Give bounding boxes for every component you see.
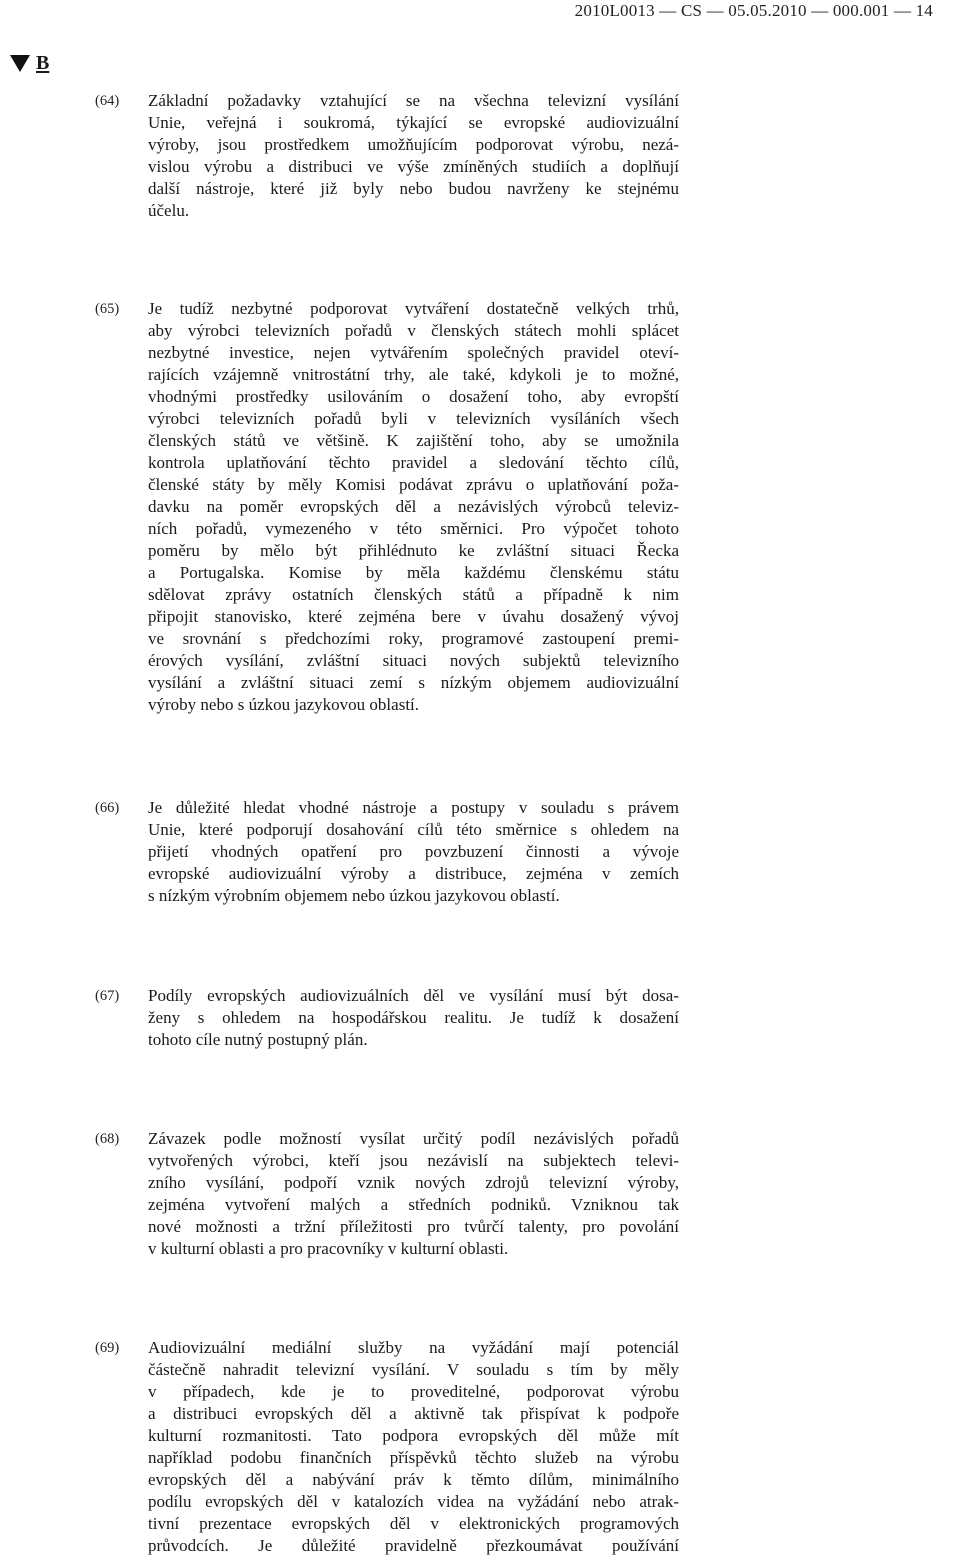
text-line: ženy s ohledem na hospodářskou realitu. Je tudíž k dosažení (148, 1008, 679, 1027)
text-line: Základní požadavky vztahující se na všechna televizní vysílání (148, 91, 679, 110)
recital-number: (66) (95, 800, 120, 816)
text-line: nezbytné investice, nejen vytvářením společných pravidel oteví- (148, 343, 679, 362)
text-line: a Portugalska. Komise by měla každému členskému státu (148, 563, 679, 582)
text-line: ve srovnání s předchozími roky, programové zastoupení premi- (148, 629, 679, 648)
recital-number: (68) (95, 1131, 120, 1147)
document-reference-header: 2010L0013 — CS — 05.05.2010 — 000.001 — 14 (574, 1, 933, 20)
text-line: vysílání a zvláštní situaci zemí s nízkým objemem audiovizuální (148, 673, 679, 692)
text-line: Unie, veřejná i soukromá, týkající se evropské audiovizuální (148, 113, 679, 132)
text-line: podílu evropských děl v katalozích videa na vyžádání nebo atrak- (148, 1492, 679, 1511)
recital-number: (69) (95, 1340, 120, 1356)
marker-letter: B (36, 52, 50, 74)
text-line: poměru by mělo být přihlédnuto ke zvláštní situaci Řecka (148, 541, 679, 560)
triangle-down-icon (10, 55, 30, 72)
recital-text (148, 1337, 679, 1557)
text-line: výroby nebo s úzkou jazykovou oblastí. (148, 695, 420, 714)
recital-number: (64) (95, 93, 120, 109)
text-line: Je důležité hledat vhodné nástroje a postupy v souladu s právem (148, 798, 679, 817)
text-line: davku na poměr evropských děl a nezávislých výrobců televiz- (148, 497, 679, 516)
text-line: Podíly evropských audiovizuálních děl ve vysílání musí být dosa- (148, 986, 679, 1005)
text-line: v kulturní oblasti a pro pracovníky v kulturní oblasti. (148, 1239, 509, 1258)
text-line: výroby, jsou prostředkem umožňujícím podporovat výrobu, nezá- (148, 135, 679, 154)
recital-number: (67) (95, 988, 120, 1004)
text-line: vhodnými prostředky usilováním o dosažení toho, aby evropští (148, 387, 679, 406)
text-line: přijetí vhodných opatření pro povzbuzení činnosti a vývoje (148, 842, 679, 861)
text-line: evropských děl a nabývání práv k těmto dílům, minimálního (148, 1470, 679, 1489)
recital-number: (65) (95, 301, 120, 317)
text-line: v případech, kde je to proveditelné, podporovat výrobu (148, 1382, 679, 1401)
text-line: nové možnosti a tržní příležitosti pro tvůrčí talenty, pro povolání (148, 1217, 679, 1236)
text-line: evropské audiovizuální výroby a distribuce, zejména v zemích (148, 864, 679, 883)
recital-66 (95, 797, 680, 907)
recital-text (148, 298, 679, 716)
recital-text (148, 985, 679, 1051)
text-line: rajících vzájemně vnitrostátní trhy, ale také, kdykoli je to možné, (148, 365, 679, 384)
text-line: členské státy by měly Komisi podávat zprávu o uplatňování poža- (148, 475, 679, 494)
recital-text (148, 90, 679, 222)
text-line: aby výrobci televizních pořadů v členských státech mohli splácet (148, 321, 679, 340)
recital-text (148, 1128, 679, 1260)
recital-68 (95, 1128, 680, 1260)
text-line: například podobu finančních příspěvků těchto služeb na výrobu (148, 1448, 679, 1467)
text-line: kontrola uplatňování těchto pravidel a sledování těchto cílů, (148, 453, 679, 472)
text-line: vislou výrobu a distribuci ve výše zmíněných studiích a doplňují (148, 157, 679, 176)
text-line: tohoto cíle nutný postupný plán. (148, 1030, 368, 1049)
text-line: další nástroje, které již byly nebo budou navrženy ke stejnému (148, 179, 679, 198)
text-line: tivní prezentace evropských děl v elektronických programových (148, 1514, 679, 1533)
recital-64 (95, 90, 680, 222)
text-line: průvodcích. Je důležité pravidelně přezkoumávat používání (148, 1536, 679, 1555)
recital-67 (95, 985, 680, 1051)
text-line: s nízkým výrobním objemem nebo úzkou jazykovou oblastí. (148, 886, 560, 905)
text-line: připojit stanovisko, které zejména bere v úvahu dosažený vývoj (148, 607, 679, 626)
text-line: Závazek podle možností vysílat určitý podíl nezávislých pořadů (148, 1129, 679, 1148)
recital-text (148, 797, 679, 907)
text-line: sdělovat zprávy ostatních členských států a případně k nim (148, 585, 679, 604)
text-line: a distribuci evropských děl a aktivně tak přispívat k podpoře (148, 1404, 679, 1423)
recital-65 (95, 298, 680, 716)
text-line: vytvořených výrobci, kteří jsou nezávislí na subjektech televi- (148, 1151, 679, 1170)
amendment-marker (10, 52, 49, 74)
recital-69 (95, 1337, 680, 1557)
text-line: zejména vytvoření malých a středních podniků. Vzniknou tak (148, 1195, 679, 1214)
text-line: ních pořadů, vymezeného v této směrnici. Pro výpočet tohoto (148, 519, 679, 538)
text-line: érových vysílání, zvláštní situaci nových subjektů televizního (148, 651, 679, 670)
text-line: kulturní rozmanitosti. Tato podpora evropských děl může mít (148, 1426, 679, 1445)
text-line: Audiovizuální mediální služby na vyžádání mají potenciál (148, 1338, 679, 1357)
text-line: členských států ve většině. K zajištění toho, aby se umožnila (148, 431, 679, 450)
text-line: zního vysílání, podpoří vznik nových zdrojů televizní výroby, (148, 1173, 679, 1192)
text-line: Unie, které podporují dosahování cílů této směrnice s ohledem na (148, 820, 679, 839)
text-line: Je tudíž nezbytné podporovat vytváření dostatečně velkých trhů, (148, 299, 679, 318)
text-line: výrobci televizních pořadů byli v televizních vysíláních všech (148, 409, 679, 428)
text-line: částečně nahradit televizní vysílání. V souladu s tím by měly (148, 1360, 679, 1379)
text-line: účelu. (148, 201, 190, 220)
